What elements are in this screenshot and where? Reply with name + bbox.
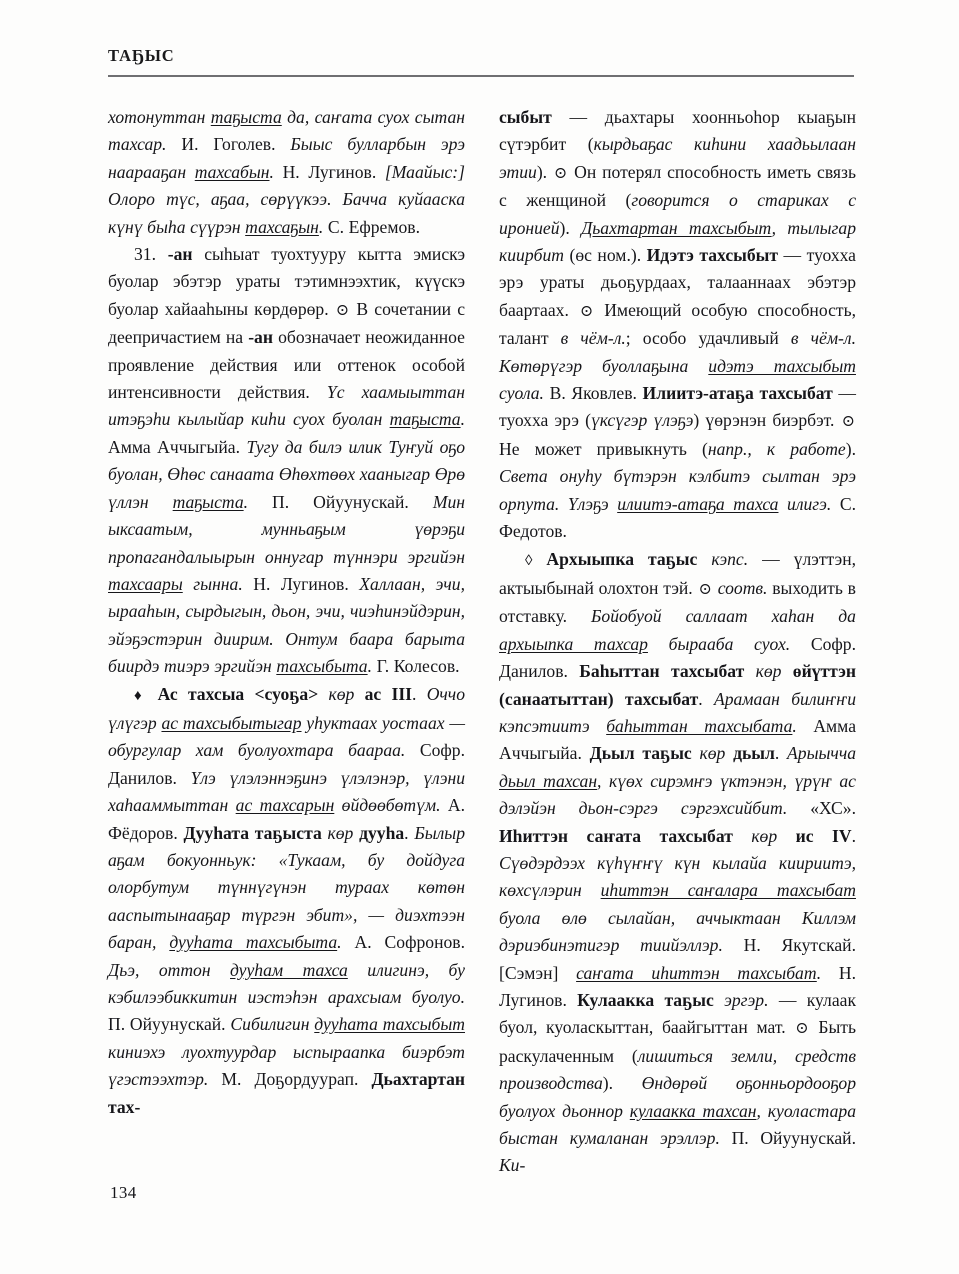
example-text: Ки- [499,1155,526,1176]
gloss-text: ). [559,217,582,238]
cited-form: Дьахтартан тахсыбыт [581,217,772,238]
example-text: в чём-л. [790,328,856,349]
example-text: Дьэ, оттон [108,959,231,980]
gloss-text: 31. [134,244,168,265]
example-text: Арыычча [787,743,857,764]
gloss-text: Софр. Данилов. [499,633,856,682]
gloss-text: Быть раскулаченным ( [499,1017,857,1066]
example-text: , куоластара быстан кумаланан эрэллэр. [499,1100,856,1149]
gloss-text: — үлэттэн, актыыбынай олохтон тэй. [499,548,857,598]
gloss-text: В. Яковлев. [543,383,643,404]
headphrase: -ан [167,244,193,265]
gloss-text: Н. Лугинов. [499,962,856,1010]
cited-form: архыыпка тахсар [499,633,648,654]
cited-form: таҕыста [172,491,244,512]
gloss-text: Имеющий особую способность, талант [499,299,857,349]
sense-circle-icon: ⊙ [841,413,855,431]
cited-form: дууһата тахсыбыта [169,932,338,953]
gloss-text: — туохха эрэ ураты дьоҕурдаах, талааннаах эбэтэр баартаах. [499,245,856,320]
gloss-text: . [851,825,856,846]
headphrase: ис IV [795,825,852,846]
sense-circle-icon: ⊙ [698,580,712,598]
example-text: уһуктаах уостаах — обургулар хам буолуохтара баараа. [108,712,465,761]
entry-paragraph [108,681,465,1122]
example-text: Быыс булларбын эрэ наарааҕан [108,134,465,182]
running-head-word: ТАҔЫС [108,46,175,65]
cited-form: тахсаҕын [245,216,319,237]
hollow-diamond-icon: ◊ [525,552,533,569]
gloss-text: . [404,822,415,843]
gloss-text: . [412,683,427,704]
example-text: Оччо үлүгэр [108,683,465,733]
gloss-text: ). [845,438,856,459]
example-text: . [318,216,324,237]
example-text: көр [691,743,734,764]
gloss-text: выходить в отставку. [499,577,856,627]
example-text: Үлэ үлэлэннэҕинэ үлэлэнэр, үлэни хаһааммыттан [108,767,465,816]
example-text: бырааба суох. [647,633,791,654]
example-text: . [816,962,822,983]
example-text: хотонуттан [108,107,211,127]
example-text: кырдьаҕас киһини хаадьылаан этии [499,134,856,182]
example-text: соотв. [712,577,768,598]
headphrase: Ас тахсыа <суоҕа> [147,683,319,704]
gloss-text: С. Федотов. [499,493,856,542]
sense-circle-icon: ⊙ [335,301,350,319]
example-text: суола. [499,383,544,404]
gloss-text: А. Фёдоров. [108,795,466,843]
example-text: өйдөөбөтүм. [334,795,441,816]
gloss-text: Н. Лугинов. [242,573,360,594]
entry-paragraph [108,241,465,681]
page-folio: 134 [110,1183,137,1202]
gloss-text: сыһыат туохтууру кытта эмискэ буолар эбэтэр ураты тэтимнээхтик, күүскэ буолар хайааһыны көрдөрөр. [108,244,465,319]
cited-form: тахсыбыта [276,656,368,677]
gloss-text: В сочетании с деепричастием на [108,298,466,348]
example-text: . [367,656,373,677]
cited-form: саҥата иһиттэн тахсыбат [576,962,817,983]
gloss-text: (өс ном.). [563,245,647,266]
example-text: да, саҥата суох сытан тахсар. [108,107,465,155]
example-text: Халлаан, эчи, ырааһын, сырдыгын, дьон, эчи, чиэһинэйдэрин, эйэҕэстэрин диирим. Онтум баара барыта биирдэ тиэрэ эргийэн [108,573,465,677]
example-text: . [337,932,342,953]
left-column [108,104,465,1180]
cited-form: тахсаары [108,573,183,594]
cited-form: ас тахсыбытыгар [161,712,302,733]
example-text: көр [744,661,793,682]
example-text: эргэр. [713,990,769,1010]
gloss-text: — кулаак буол, куоласкыттан, баайгыттан мат. [499,990,857,1038]
cited-form: кулаакка тахсан [629,1100,757,1121]
example-text: кэпс. [697,548,749,569]
cited-form: баһыттан тахсыбата [606,715,793,736]
example-text: Өндөрөй оҕонньордооҕор буолуох дьоннор [499,1073,856,1121]
gloss-text: — дьахтары хоонньоһор кыаҕын сүтэрбит ( [499,107,856,155]
headphrase: Архыыпка таҕыс [532,548,698,569]
cited-form: идэтэ тахсыбыт [708,355,856,376]
cited-form: тахсабын [194,161,270,182]
headphrase: сыбыт [499,107,552,127]
gloss-text: С. Ефремов. [323,216,421,237]
headphrase: ас III [354,683,413,704]
example-text: . [243,491,249,512]
example-text: , күөх сирэмҥэ үктэнэн, үрүҥ ас дэлэйэн дьон-сэргэ сэргэхсийбит. [499,770,856,819]
headphrase: Илиитэ-атаҕа тахсыбат [642,383,833,404]
example-text: в чём-л. [560,328,626,349]
gloss-text: ). [536,161,553,182]
cited-form: илиитэ-атаҕа тахса [617,493,779,514]
example-text: . [460,409,465,430]
gloss-text: Г. Колесов. [372,656,460,677]
example-text: Көтөрүгэр буоллаҕына [499,355,709,376]
gloss-text: ; особо удачливый [625,328,791,349]
example-text: напр., к работе [707,438,846,459]
cited-form: дьыл тахсан [499,770,598,791]
cited-form: дууһам тахса [230,959,348,980]
gloss-text: [Сэмэн] [499,962,577,983]
example-text: Арамаан билиҥҥи кэпсэтиитэ [499,688,856,736]
example-text: лишиться земли, средств производства [499,1045,856,1094]
example-text: көр [321,822,360,843]
example-text: буола өлө сылайан, аччыктаан Киллэм дэриэбинэтигэр тиийэллэр. [499,907,856,956]
headphrase: Иһиттэн саҥата тахсыбат [499,825,733,846]
sense-circle-icon: ⊙ [553,164,568,182]
headphrase: Кулаакка таҕыс [577,990,714,1010]
example-text: илигинэ, бу кэбилээбиккитин иэстэһэн арахсыам буолуо. [108,959,465,1007]
gloss-text: . [774,743,788,764]
example-text: үксүгэр үлэҕэ [590,410,694,431]
headphrase: Дууһата таҕыста [183,822,322,843]
cited-form: иһиттэн саҥалара тахсыбат [600,880,856,901]
solid-diamond-icon: ♦ [134,687,148,704]
example-text: киниэхэ луохтуурдар ыспыраапка биэрбэт үгэстээхтэр. [108,1041,465,1090]
gloss-text: ) үөрэнэн биэрбэт. [693,410,841,431]
example-text: Сүөдэрдээх күһүҥҥү күн кылайа киириитэ, көхсүлэрин [499,852,856,901]
example-text: көр [732,825,796,846]
gloss-text: А. Софронов. [341,932,465,953]
example-text: Былыр аҕам бокуонньук: «Тукаам, бу дойдуга олорбутум түннүгүнэн тураах көтөн ааспытынааҕар түргэн эбит», — диэхтээн баран, [108,822,465,953]
entry-paragraph [108,104,465,241]
headphrase: -ан [248,327,273,348]
example-text: гынна. [182,573,243,594]
headphrase: өйүттэн (санаатыттан) тахсыбат [499,661,856,709]
headphrase: дьыл [733,743,775,764]
example-text: Тугу да билэ илик Туҥуй оҕо буолан, Өһөс санаата Өһөхтөөх хааныгар Өрө үллэн [108,436,465,512]
gloss-text: — туохха эрэ ( [499,383,856,431]
example-text: [Маайыс:] Олоро түс, аҕаа, сөрүүкээ. Бачча куйааска күнү быһа сүүрэн [108,161,465,237]
gloss-text: И. Гоголев. [166,134,291,155]
entry-paragraph [499,546,856,1180]
cited-form: дууһата тахсыбыт [314,1014,465,1035]
gloss-text: Амма Аччыгыйа. [499,715,856,764]
gloss-text: П. Ойуунускай. [248,491,433,512]
entry-paragraph [499,104,856,546]
headphrase: дууһа [359,822,405,843]
gloss-text: ). [602,1073,642,1094]
right-column [499,104,856,1180]
gloss-text: Не может привыкнуть ( [499,438,708,459]
gloss-text: П. Ойуунускай. [719,1128,856,1149]
example-text: Света онуһу бүтэрэн кэлбитэ сылтан эрэ орпута. Үлэҕэ [499,466,856,514]
example-text: Сибилигин [230,1014,315,1035]
headphrase: Баһыттан тахсыбат [579,661,745,682]
example-text: Бойобуой саллаат хаһан да [591,606,856,627]
example-text: говорится о стариках с иронией [499,190,856,238]
gloss-text: Н. Якутскай. [722,935,856,956]
gloss-text: П. Ойуунускай. [108,1014,231,1035]
headphrase: Дьахтартан тах- [108,1069,465,1117]
example-text: Үс хаамыыттан итэҕэһи кылыйар киһи суох буолан [108,382,465,430]
example-text: илигэ. [778,493,832,514]
headphrase: Идэтэ тахсыбыт [646,245,779,266]
cited-form: таҕыста [389,409,461,430]
cited-form: ас тахсарын [235,795,335,816]
headphrase: Дьыл таҕыс [589,743,692,764]
sense-circle-icon: ⊙ [579,302,594,320]
body-columns [108,104,856,1180]
gloss-text: Он потерял способность иметь связь с женщиной ( [499,161,856,211]
gloss-text: обозначает неожиданное проявление действия или оттенок особой интенсивности действия. [108,327,465,403]
header-rule [108,75,854,77]
example-text: көр [318,683,355,704]
gloss-text: «ХС». [787,798,856,819]
sense-circle-icon: ⊙ [795,1020,809,1038]
cited-form: таҕыста [210,107,282,127]
running-head [108,46,854,80]
example-text: Мин ыксаатым, мунньаҕым үөрэҕи пропагандалыырын оннугар түннэри эргийэн [108,491,465,567]
gloss-text: Амма Аччыгыйа. [108,436,247,457]
gloss-text: Софр. Данилов. [108,740,465,788]
gloss-text: . [698,688,714,709]
example-text: . [792,715,797,736]
gloss-text: М. Доҕордуурап. [208,1069,372,1090]
example-text: . [269,161,274,182]
gloss-text: Н. Лугинов. [273,161,385,182]
example-text: , тылыгар киирбит [499,217,856,266]
